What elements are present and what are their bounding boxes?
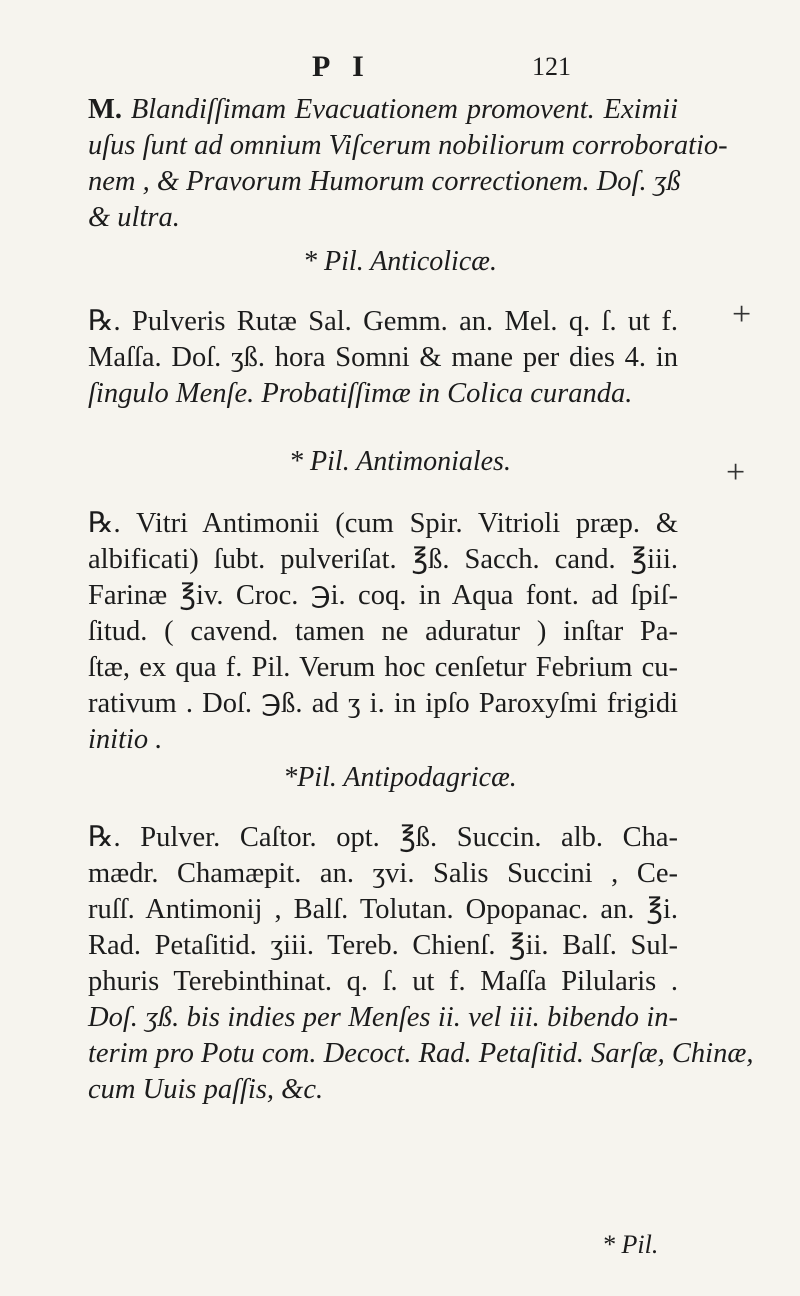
catchword: * Pil.: [602, 1230, 659, 1259]
text-line: Farinæ ℥iv. Croc. ℈i. coq. in Aqua font. ad ſpiſ-: [88, 580, 678, 611]
text-line: albificati) ſubt. pulveriſat. ℥ß. Sacch. cand. ℥iii.: [88, 544, 678, 575]
text-line: ℞. Pulveris Rutæ Sal. Gemm. an. Mel. q. ſ. ut f.: [88, 306, 678, 337]
cross-mark-icon: +: [726, 454, 746, 491]
text-line: ℞. Vitri Antimonii (cum Spir. Vitrioli præp. &: [88, 508, 678, 539]
text-line: initio .: [88, 724, 163, 755]
paragraph-antipodagricae: [88, 822, 754, 1112]
text-line: cum Uuis paſſis, &c.: [88, 1074, 324, 1105]
section-heading-anticolicae: * Pil. Anticolicæ.: [303, 246, 497, 277]
text-line: rativum . Doſ. ℈ß. ad ʒ i. in ipſo Paroxyſmi frigidi: [88, 688, 678, 719]
paragraph-antimoniales: [88, 510, 678, 762]
section-heading-antimoniales: * Pil. Antimoniales.: [289, 446, 511, 477]
text-line: phuris Terebinthinat. q. ſ. ut f. Maſſa Pilularis .: [88, 966, 678, 997]
section-heading-antipodagricae: *Pil. Antipodagricæ.: [283, 762, 517, 793]
running-head: P I: [312, 50, 372, 83]
text-line: ℞. Pulver. Caſtor. opt. ℥ß. Succin. alb. Cha-: [88, 822, 678, 853]
text-line: mædr. Chamæpit. an. ʒvi. Salis Succini , Ce-: [88, 858, 678, 889]
text-line: M. Blandiſſimam Evacuationem promovent. Eximii: [88, 94, 678, 125]
cross-mark-icon: +: [732, 296, 752, 333]
text-line: ruſſ. Antimonij , Balſ. Tolutan. Opopanac. an. ℥i.: [88, 894, 678, 925]
text-line: Rad. Petaſitid. ʒiii. Tereb. Chienſ. ℥ii. Balſ. Sul-: [88, 930, 678, 961]
text-line: Maſſa. Doſ. ʒß. hora Somni & mane per dies 4. in: [88, 342, 678, 373]
text-line: Doſ. ʒß. bis indies per Menſes ii. vel iii. bibendo in-: [88, 1002, 678, 1033]
page-header: [0, 48, 800, 88]
text-line: ſtæ, ex qua f. Pil. Verum hoc cenſetur Febrium cu-: [88, 652, 678, 683]
text-line: ſitud. ( cavend. tamen ne aduratur ) inſtar Pa-: [88, 616, 678, 647]
text-line: terim pro Potu com. Decoct. Rad. Petaſitid. Sarſæ, Chinæ,: [88, 1038, 754, 1069]
text-line: & ultra.: [88, 202, 180, 233]
paragraph-intro: [88, 94, 728, 240]
text-line: ſingulo Menſe. Probatiſſimæ in Colica curanda.: [88, 378, 633, 409]
paragraph-anticolicae: [88, 308, 678, 416]
text-line: uſus ſunt ad omnium Viſcerum nobiliorum corroboratio-: [88, 130, 728, 161]
page-number: 121: [532, 52, 571, 81]
text-line: nem , & Pravorum Humorum correctionem. Doſ. ʒß: [88, 166, 681, 197]
